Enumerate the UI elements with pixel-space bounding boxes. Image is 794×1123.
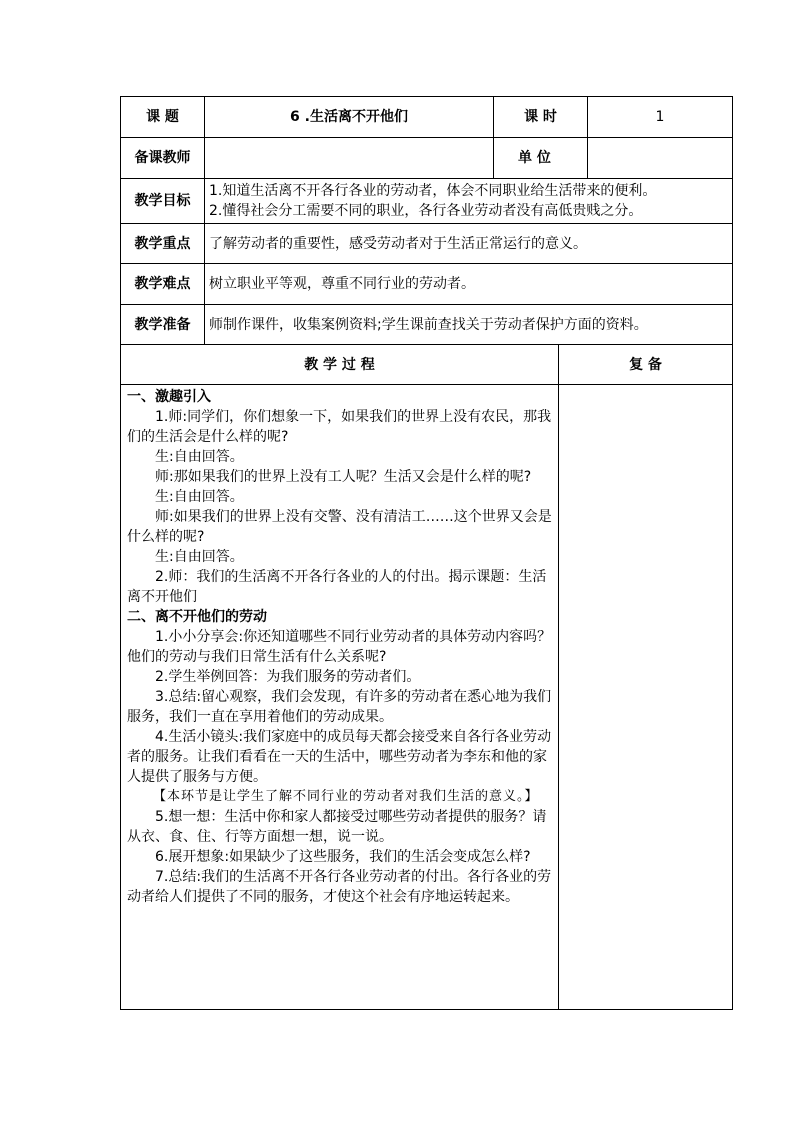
- process-paragraph: 师:那如果我们的世界上没有工人呢？生活又会是什么样的呢?: [155, 469, 532, 485]
- process-header-row: [121, 345, 733, 385]
- lesson-plan-table: [120, 96, 733, 1010]
- teaching-note: 【本环节是让学生了解不同行业的劳动者对我们生活的意义。】: [153, 789, 539, 804]
- teacher-row: [121, 138, 733, 179]
- goal-line: 1.知道生活离不开各行各业的劳动者，体会不同职业给生活带来的便利。: [209, 183, 657, 199]
- prep-row: [121, 305, 733, 345]
- process-paragraph: 4.生活小镜头:我们家庭中的成员每天都会接受来自各行各业劳动者的服务。让我们看看在一天的生活中，哪些劳动者为李东和他的家人提供了服务与方便。: [127, 729, 552, 785]
- unit-label: 单 位: [494, 138, 588, 179]
- section-heading: 一、激趣引入: [127, 389, 211, 405]
- process-header: 教 学 过 程: [121, 345, 559, 385]
- key-point-label: 教学重点: [121, 224, 205, 264]
- section-heading: 二、离不开他们的劳动: [127, 609, 267, 625]
- review-header: 复 备: [559, 345, 733, 385]
- topic-label: 课 题: [121, 97, 205, 138]
- prep-label: 教学准备: [121, 305, 205, 345]
- unit-value: [588, 138, 733, 179]
- topic-row: [121, 97, 733, 138]
- process-paragraph: 5.想一想：生活中你和家人都接受过哪些劳动者提供的服务？请从衣、食、住、行等方面想一想，说一说。: [127, 809, 547, 845]
- period-label: 课 时: [494, 97, 588, 138]
- process-paragraph: 6.展开想象:如果缺少了这些服务，我们的生活会变成怎么样?: [155, 849, 531, 865]
- period-value: 1: [588, 97, 733, 138]
- process-paragraph: 1.小小分享会:你还知道哪些不同行业劳动者的具体劳动内容吗？他们的劳动与我们日常生活有什么关系呢?: [127, 629, 552, 665]
- process-paragraph: 师:如果我们的世界上没有交警、没有清洁工……这个世界又会是什么样的呢?: [127, 509, 552, 545]
- process-content: [121, 385, 559, 1010]
- key-point-row: [121, 224, 733, 264]
- goal-label: 教学目标: [121, 179, 205, 224]
- process-paragraph: 生:自由回答。: [155, 549, 244, 565]
- goal-line: 2.懂得社会分工需要不同的职业，各行各业劳动者没有高低贵贱之分。: [209, 203, 643, 219]
- prep-text: 师制作课件，收集案例资料;学生课前查找关于劳动者保护方面的资料。: [205, 305, 733, 345]
- process-paragraph: 生:自由回答。: [155, 489, 244, 505]
- teacher-value: [205, 138, 494, 179]
- key-point-text: 了解劳动者的重要性，感受劳动者对于生活正常运行的意义。: [205, 224, 733, 264]
- process-paragraph: 生:自由回答。: [155, 449, 244, 465]
- review-column: [559, 385, 733, 1010]
- process-paragraph: 1.师:同学们，你们想象一下，如果我们的世界上没有农民，那我们的生活会是什么样的呢?: [127, 409, 552, 445]
- difficulty-text: 树立职业平等观，尊重不同行业的劳动者。: [205, 264, 733, 305]
- goal-content: [205, 179, 733, 224]
- process-paragraph: 7.总结:我们的生活离不开各行各业劳动者的付出。各行各业的劳动者给人们提供了不同的服务，才使这个社会有序地运转起来。: [127, 869, 552, 905]
- process-paragraph: 3.总结:留心观察，我们会发现，有许多的劳动者在悉心地为我们服务，我们一直在享用着他们的劳动成果。: [127, 689, 552, 725]
- process-body-row: [121, 385, 733, 1010]
- topic-value: 6 .生活离不开他们: [205, 97, 494, 138]
- difficulty-row: [121, 264, 733, 305]
- process-paragraph: 2.学生举例回答：为我们服务的劳动者们。: [155, 669, 421, 685]
- difficulty-label: 教学难点: [121, 264, 205, 305]
- process-paragraph: 2.师：我们的生活离不开各行各业的人的付出。揭示课题：生活离不开他们: [127, 569, 547, 605]
- goal-row: [121, 179, 733, 224]
- teacher-label: 备课教师: [121, 138, 205, 179]
